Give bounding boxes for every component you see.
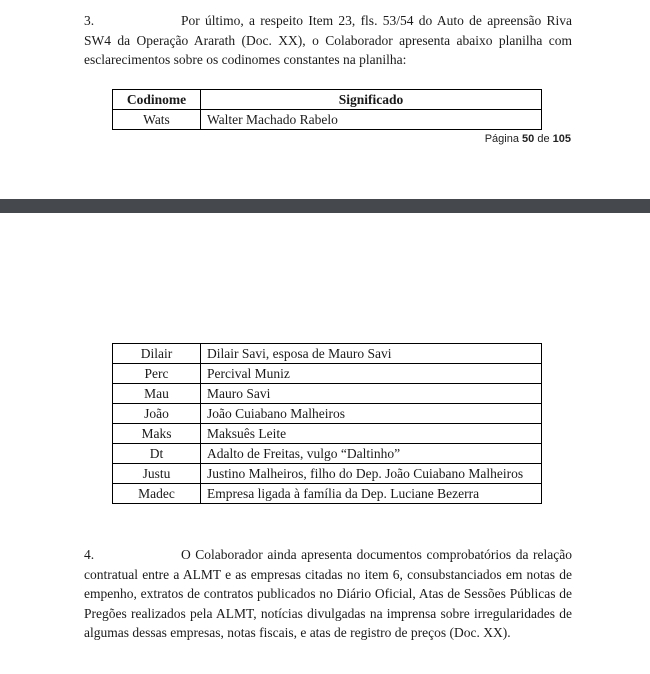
table-row	[113, 424, 542, 444]
codename-cell: Madec	[113, 484, 201, 504]
header-significado: Significado	[201, 90, 542, 110]
paragraph-4	[84, 545, 572, 643]
page-of: de	[537, 133, 550, 145]
meaning-cell: Mauro Savi	[201, 384, 542, 404]
meaning-cell: Justino Malheiros, filho do Dep. João Cuiabano Malheiros	[201, 464, 542, 484]
codename-cell: João	[113, 404, 201, 424]
table-row	[113, 344, 542, 364]
meaning-cell: Dilair Savi, esposa de Mauro Savi	[201, 344, 542, 364]
table-row	[113, 384, 542, 404]
page-label: Página	[484, 133, 519, 145]
table-row	[113, 484, 542, 504]
meaning-cell: Adalto de Freitas, vulgo “Daltinho”	[201, 444, 542, 464]
table-row	[113, 464, 542, 484]
codename-cell: Justu	[113, 464, 201, 484]
codename-cell: Perc	[113, 364, 201, 384]
header-codinome: Codinome	[113, 90, 201, 110]
paragraph-4-text: O Colaborador ainda apresenta documentos comprobatórios da relação contratual entre a ALMT e as empresas citadas no item 6, consubstanciados em notas de empenho, extratos de contratos publicados no Diário Oficial, Atas de Sessões Públicas de Pregões realizados pela ALMT, notícias divulgadas na imprensa sobre irregularidades de algumas dessas empresas, notas fiscais, e atas de registro de preços (Doc. XX).	[84, 547, 572, 640]
table-row	[113, 444, 542, 464]
page-current: 50	[522, 133, 535, 145]
meaning-cell: Maksuês Leite	[201, 424, 542, 444]
table-row	[113, 110, 542, 130]
table-header-row	[113, 90, 542, 110]
meaning-cell: Percival Muniz	[201, 364, 542, 384]
meaning-cell: Empresa ligada à família da Dep. Luciane Bezerra	[201, 484, 542, 504]
table-row	[113, 364, 542, 384]
paragraph-4-number: 4.	[84, 547, 95, 562]
page-total: 105	[552, 133, 571, 145]
codename-cell: Maks	[113, 424, 201, 444]
meaning-cell: João Cuiabano Malheiros	[201, 404, 542, 424]
meaning-cell: Walter Machado Rabelo	[201, 110, 542, 130]
paragraph-3-text: Por último, a respeito Item 23, fls. 53/54 do Auto de apreensão Riva SW4 da Operação Ararath (Doc. XX), o Colaborador apresenta abaixo planilha com esclarecimentos sobre os codinomes constantes na planilha:	[84, 13, 572, 67]
codename-table-header	[112, 89, 542, 130]
page-break-separator	[0, 199, 650, 213]
paragraph-3	[84, 11, 572, 70]
paragraph-3-number: 3.	[84, 13, 95, 28]
codename-cell: Mau	[113, 384, 201, 404]
page-number	[485, 133, 571, 145]
codename-cell: Dilair	[113, 344, 201, 364]
table-row	[113, 404, 542, 424]
codename-cell: Wats	[113, 110, 201, 130]
codename-table-continued	[112, 343, 542, 504]
codename-cell: Dt	[113, 444, 201, 464]
